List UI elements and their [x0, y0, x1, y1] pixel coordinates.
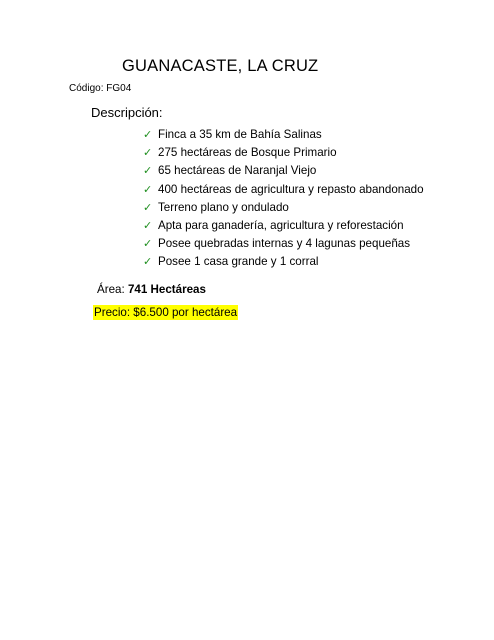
- check-mark-icon: ✓: [143, 255, 153, 269]
- feature-list: [143, 126, 424, 272]
- feature-item: [143, 253, 424, 271]
- property-code: Código: FG04: [69, 83, 132, 94]
- area-label: Área:: [97, 283, 125, 296]
- check-mark-icon: ✓: [143, 218, 153, 232]
- feature-text: 65 hectáreas de Naranjal Viejo: [158, 164, 317, 178]
- feature-text: Apta para ganadería, agricultura y reforestación: [158, 218, 404, 232]
- feature-item: [143, 199, 424, 217]
- check-mark-icon: ✓: [143, 128, 153, 141]
- check-mark-icon: ✓: [143, 146, 153, 160]
- check-mark-icon: ✓: [143, 182, 153, 196]
- check-mark-icon: ✓: [143, 237, 153, 251]
- feature-item: [143, 144, 424, 162]
- feature-text: Posee quebradas internas y 4 lagunas pequeñas: [158, 237, 411, 251]
- feature-text: 400 hectáreas de agricultura y repasto abandonado: [158, 182, 424, 196]
- check-mark-icon: ✓: [143, 164, 153, 178]
- description-heading: Descripción:: [91, 105, 163, 120]
- page-title: GUANACASTE, LA CRUZ: [122, 57, 319, 75]
- check-mark-icon: ✓: [143, 200, 153, 214]
- feature-item: [143, 181, 424, 199]
- area-value: 741 Hectáreas: [127, 283, 206, 296]
- feature-text: Terreno plano y ondulado: [158, 200, 289, 214]
- feature-item: [143, 126, 424, 144]
- price-highlight: Precio: $6.500 por hectárea: [94, 306, 238, 319]
- feature-item: [143, 217, 424, 235]
- feature-item: [143, 162, 424, 180]
- area-line: [97, 283, 206, 296]
- feature-text: 275 hectáreas de Bosque Primario: [158, 146, 337, 160]
- feature-item: [143, 235, 424, 253]
- feature-text: Finca a 35 km de Bahía Salinas: [158, 128, 322, 141]
- feature-text: Posee 1 casa grande y 1 corral: [158, 255, 319, 269]
